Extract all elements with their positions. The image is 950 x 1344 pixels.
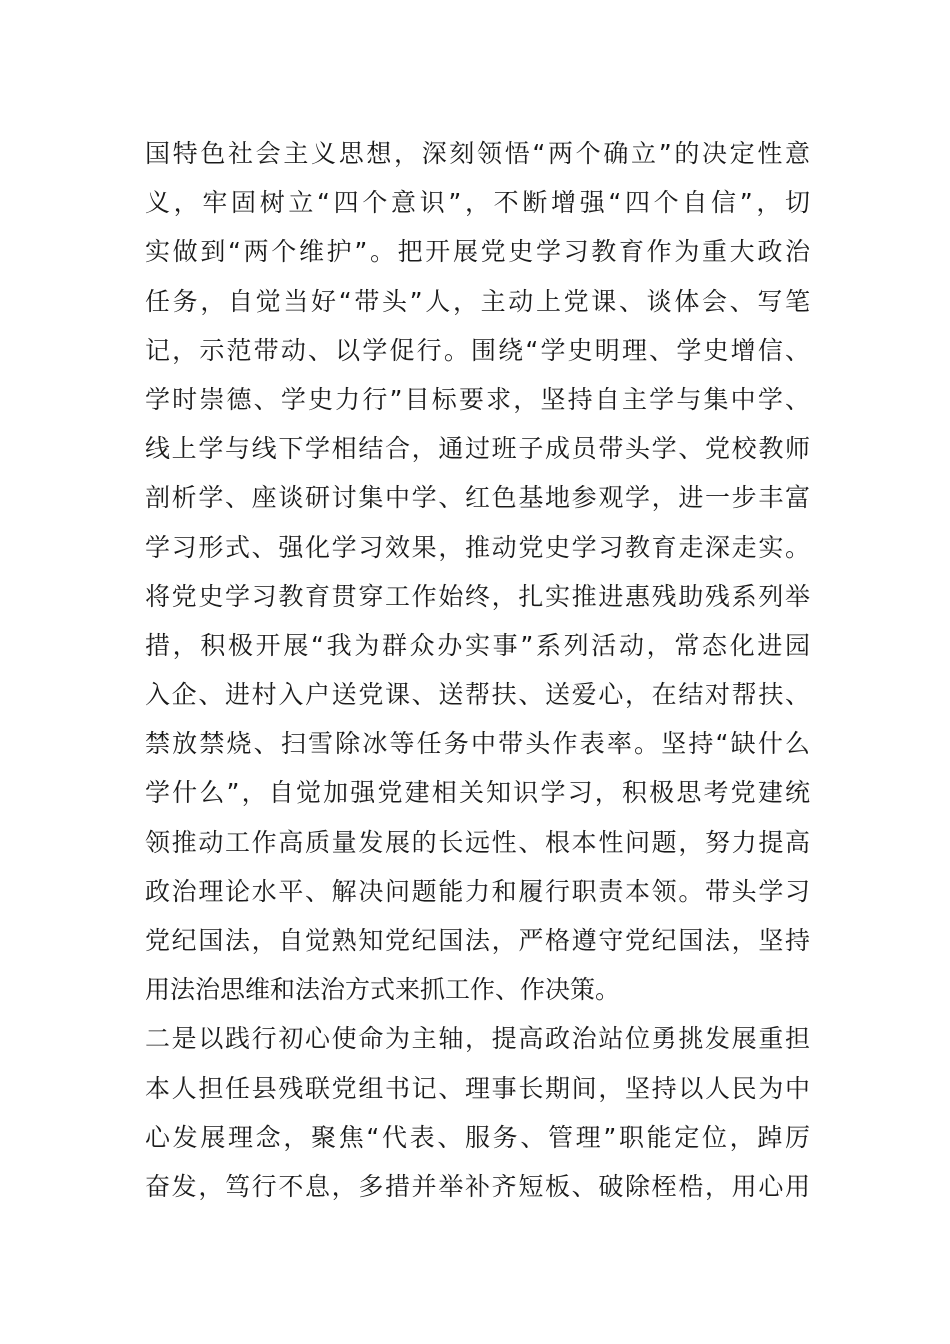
text-line: 心发展理念，聚焦“代表、服务、管理”职能定位，踔厉 (145, 1122, 810, 1152)
text-line: 线上学与线下学相结合，通过班子成员带头学、党校教师 (145, 434, 810, 464)
text-line: 剖析学、座谈研讨集中学、红色基地参观学，进一步丰富 (145, 483, 810, 513)
text-line: 禁放禁烧、扫雪除冰等任务中带头作表率。坚持“缺什么 (145, 729, 810, 759)
text-line: 奋发，笃行不息，多措并举补齐短板、破除桎梏，用心用 (145, 1171, 810, 1201)
text-line: 记，示范带动、以学促行。围绕“学史明理、学史增信、 (145, 335, 810, 365)
section-heading: 二是以践行初心使命为主轴，提高政治站位勇挑发展重担 (145, 1024, 810, 1054)
text-line: 将党史学习教育贯穿工作始终，扎实推进惠残助残系列举 (145, 581, 810, 611)
text-line: 义，牢固树立“四个意识”，不断增强“四个自信”，切 (145, 188, 810, 218)
text-line: 领推动工作高质量发展的长远性、根本性问题，努力提高 (145, 827, 810, 857)
text-line: 国特色社会主义思想，深刻领悟“两个确立”的决定性意 (145, 139, 810, 168)
text-line: 实做到“两个维护”。把开展党史学习教育作为重大政治 (145, 237, 810, 267)
text-line: 学什么”，自觉加强党建相关知识学习，积极思考党建统 (145, 778, 810, 808)
text-line: 政治理论水平、解决问题能力和履行职责本领。带头学习 (145, 876, 810, 906)
text-line: 党纪国法，自觉熟知党纪国法，严格遵守党纪国法，坚持 (145, 926, 810, 955)
text-line: 学习形式、强化学习效果，推动党史学习教育走深走实。 (145, 532, 810, 562)
text-line: 用法治思维和法治方式来抓工作、作决策。 (145, 975, 621, 1005)
text-line: 入企、进村入户送党课、送帮扶、送爱心，在结对帮扶、 (145, 680, 810, 710)
text-line: 措，积极开展“我为群众办实事”系列活动，常态化进园 (145, 630, 810, 660)
body-text (145, 129, 810, 1211)
text-line: 任务，自觉当好“带头”人，主动上党课、谈体会、写笔 (145, 286, 810, 316)
text-line: 学时崇德、学史力行”目标要求，坚持自主学与集中学、 (145, 384, 810, 414)
text-line: 本人担任县残联党组书记、理事长期间，坚持以人民为中 (145, 1073, 810, 1103)
